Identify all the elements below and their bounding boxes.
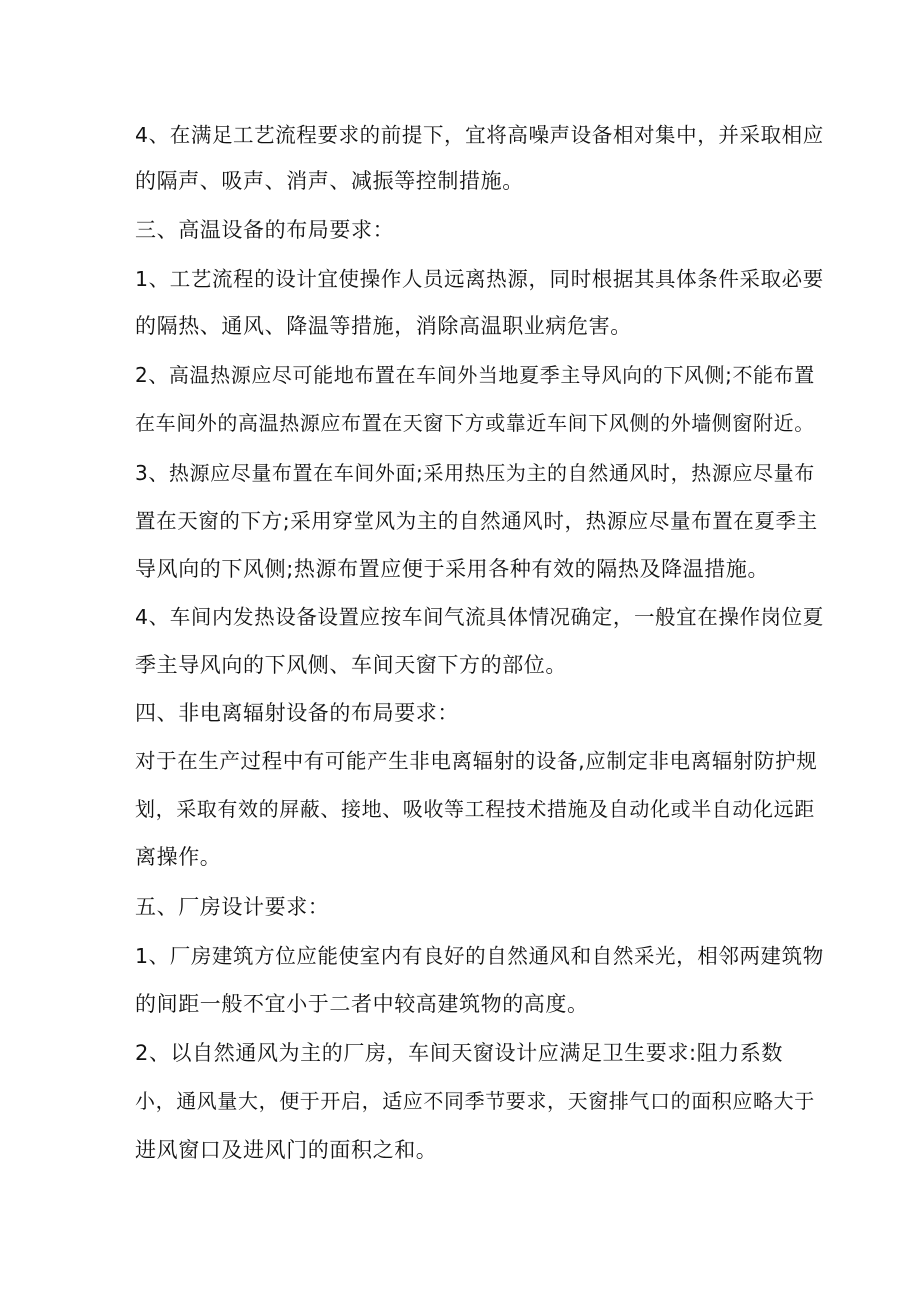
text-line: 划，采取有效的屏蔽、接地、吸收等工程技术措施及自动化或半自动化远距 — [135, 797, 815, 821]
text-line: 的间距一般不宜小于二者中较高建筑物的高度。 — [135, 992, 589, 1016]
text-line: 3、热源应尽量布置在车间外面;采用热压为主的自然通风时，热源应尽量布 — [135, 461, 815, 485]
text-line: 季主导风向的下风侧、车间天窗下方的部位。 — [135, 653, 567, 677]
text-line: 导风向的下风侧;热源布置应便于采用各种有效的隔热及降温措施。 — [135, 557, 770, 581]
section-heading: 五、厂房设计要求： — [135, 895, 330, 919]
text-line: 2、高温热源应尽可能地布置在车间外当地夏季主导风向的下风侧;不能布置 — [135, 363, 815, 387]
text-line: 在车间外的高温热源应布置在天窗下方或靠近车间下风侧的外墙侧窗附近。 — [135, 411, 815, 435]
text-line: 的隔声、吸声、消声、减振等控制措施。 — [135, 169, 524, 193]
text-line: 1、厂房建筑方位应能使室内有良好的自然通风和自然采光，相邻两建筑物 — [135, 944, 824, 968]
text-line: 对于在生产过程中有可能产生非电离辐射的设备,应制定非电离辐射防护规 — [135, 749, 818, 773]
text-line: 4、在满足工艺流程要求的前提下，宜将高噪声设备相对集中，并采取相应 — [135, 123, 824, 147]
text-line: 4、车间内发热设备设置应按车间气流具体情况确定，一般宜在操作岗位夏 — [135, 605, 824, 629]
text-line: 小，通风量大，便于开启，适应不同季节要求，天窗排气口的面积应略大于 — [135, 1089, 815, 1113]
text-line: 的隔热、通风、降温等措施，消除高温职业病危害。 — [135, 314, 632, 338]
text-line: 进风窗口及进风门的面积之和。 — [135, 1138, 438, 1162]
section-heading: 三、高温设备的布局要求： — [135, 218, 395, 242]
text-line: 2、以自然通风为主的厂房，车间天窗设计应满足卫生要求:阻力系数 — [135, 1041, 784, 1065]
text-line: 1、工艺流程的设计宜使操作人员远离热源，同时根据其具体条件采取必要 — [135, 267, 824, 291]
section-heading: 四、非电离辐射设备的布局要求： — [135, 701, 459, 725]
text-line: 置在天窗的下方;采用穿堂风为主的自然通风时，热源应尽量布置在夏季主 — [135, 509, 818, 533]
text-line: 离操作。 — [135, 845, 222, 869]
